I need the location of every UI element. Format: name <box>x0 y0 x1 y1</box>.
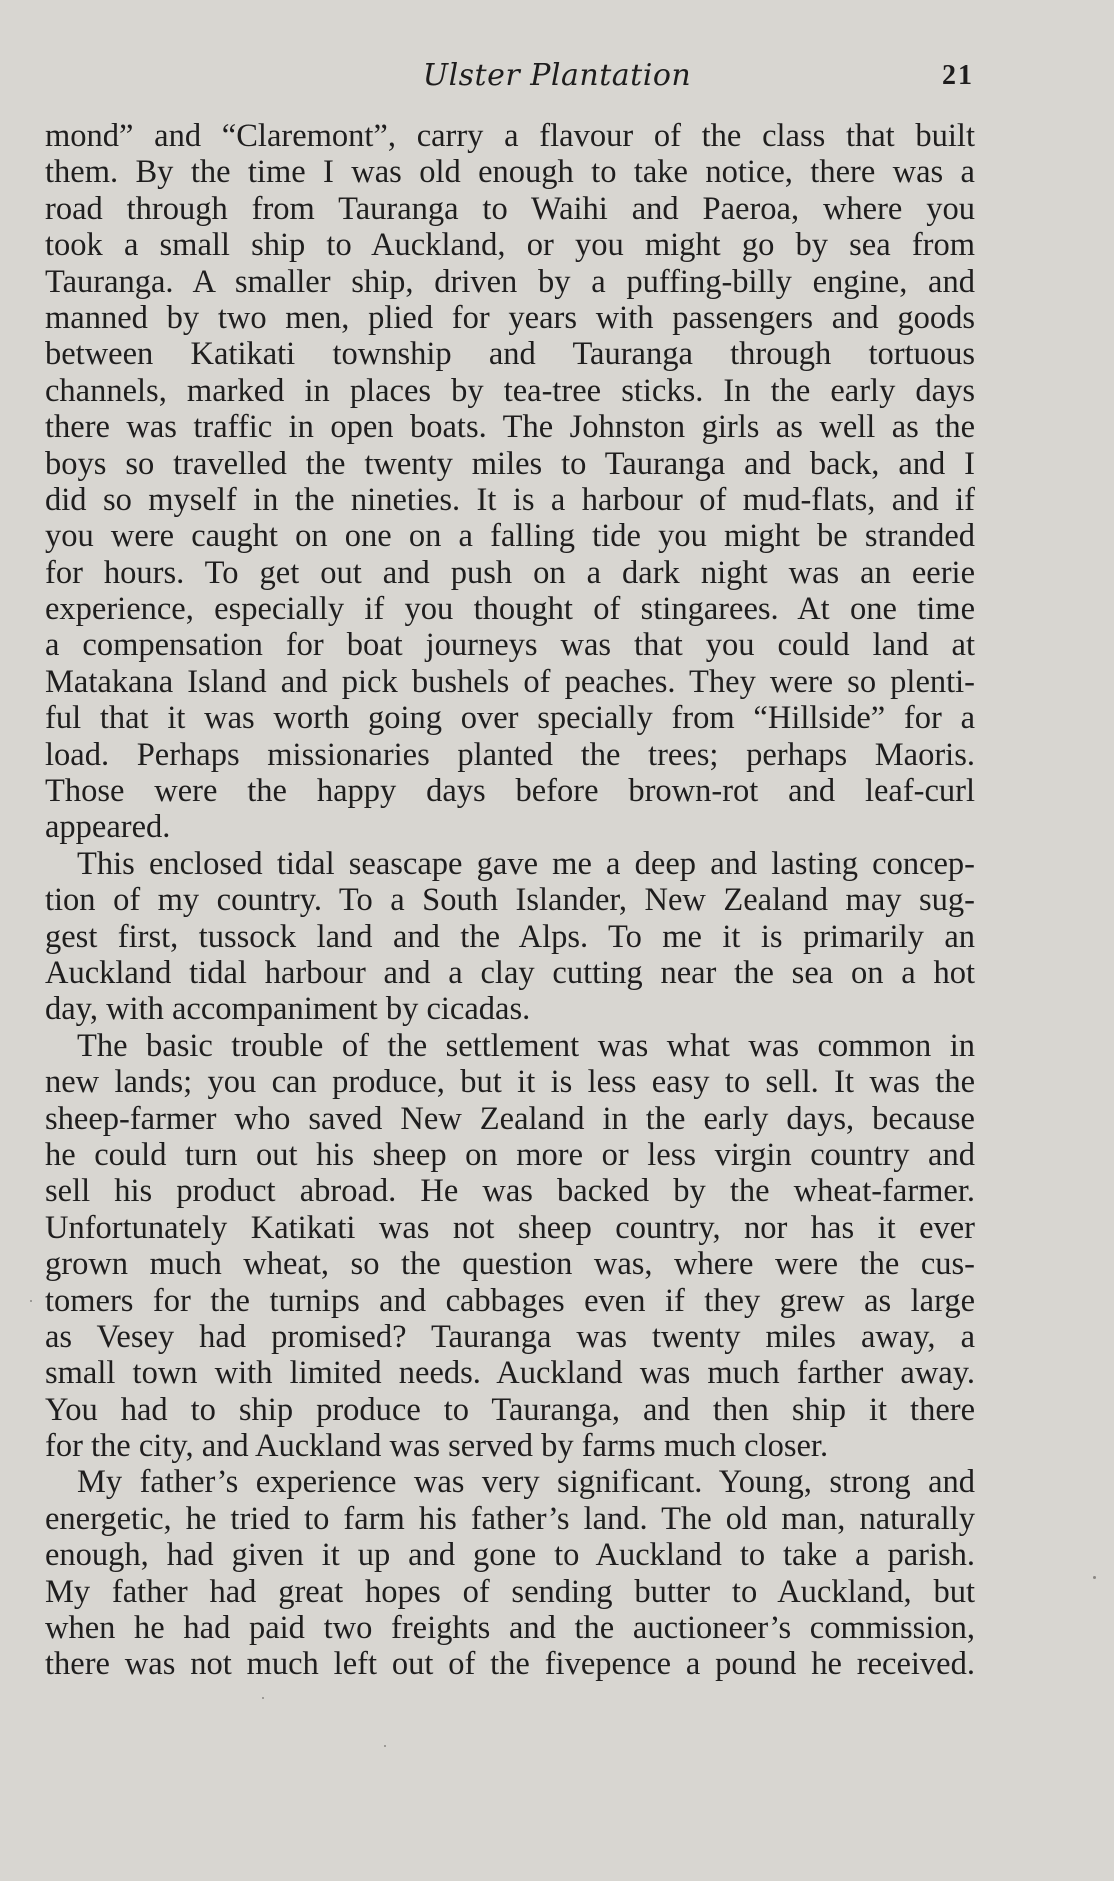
text-line: tion of my country. To a South Islander, New Zealand may sug- <box>45 882 975 919</box>
text-line: new lands; you can produce, but it is less easy to sell. It was the <box>45 1064 975 1101</box>
paper-speck <box>30 1300 32 1302</box>
text-line: a compensation for boat journeys was that you could land at <box>45 627 975 664</box>
text-line: when he had paid two freights and the auctioneer’s commission, <box>45 1610 975 1647</box>
text-line: tomers for the turnips and cabbages even if they grew as large <box>45 1282 975 1319</box>
text-line: This enclosed tidal seascape gave me a deep and lasting concep- <box>77 845 975 882</box>
text-line: Tauranga. A smaller ship, driven by a puffing-billy engine, and <box>45 263 975 300</box>
text-line: you were caught on one on a falling tide you might be stranded <box>45 518 975 555</box>
page-number: 21 <box>942 60 974 91</box>
text-line: load. Perhaps missionaries planted the trees; perhaps Maoris. <box>45 736 975 773</box>
text-line: sheep-farmer who saved New Zealand in the early days, because <box>45 1100 975 1137</box>
text-line: sell his product abroad. He was backed by the wheat-farmer. <box>45 1173 975 1210</box>
text-line: between Katikati township and Tauranga through tortuous <box>45 336 975 373</box>
text-line: channels, marked in places by tea-tree sticks. In the early days <box>45 372 975 409</box>
text-line: experience, especially if you thought of stingarees. At one time <box>45 591 975 628</box>
text-line: manned by two men, plied for years with passengers and goods <box>45 299 975 336</box>
text-line: The basic trouble of the settlement was what was common in <box>77 1027 975 1064</box>
text-line: as Vesey had promised? Tauranga was twenty miles away, a <box>45 1318 975 1355</box>
text-line: Matakana Island and pick bushels of peaches. They were so plenti- <box>45 663 975 700</box>
text-line: road through from Tauranga to Waihi and Paeroa, where you <box>45 190 975 227</box>
text-line: day, with accompaniment by cicadas. <box>45 991 531 1028</box>
text-line: Unfortunately Katikati was not sheep country, nor has it ever <box>45 1209 975 1246</box>
text-line: small town with limited needs. Auckland was much farther away. <box>45 1355 975 1392</box>
text-line: appeared. <box>45 809 171 846</box>
running-head <box>0 58 1114 102</box>
text-line: My father had great hopes of sending butter to Auckland, but <box>45 1573 975 1610</box>
text-line: Those were the happy days before brown-rot and leaf-curl <box>45 773 975 810</box>
text-line: boys so travelled the twenty miles to Tauranga and back, and I <box>45 445 975 482</box>
paper-speck <box>384 1745 386 1747</box>
text-line: Auckland tidal harbour and a clay cutting near the sea on a hot <box>45 954 975 991</box>
text-line: them. By the time I was old enough to take notice, there was a <box>45 154 975 191</box>
text-line: enough, had given it up and gone to Auckland to take a parish. <box>45 1537 975 1574</box>
text-line: did so myself in the nineties. It is a harbour of mud-flats, and if <box>45 481 975 518</box>
text-line: You had to ship produce to Tauranga, and then ship it there <box>45 1391 975 1428</box>
text-line: ful that it was worth going over specially from “Hillside” for a <box>45 700 975 737</box>
paper-speck <box>1093 1576 1096 1579</box>
body-text <box>45 118 975 1683</box>
text-line: for hours. To get out and push on a dark night was an eerie <box>45 554 975 591</box>
text-line: My father’s experience was very significant. Young, strong and <box>77 1464 975 1501</box>
text-line: grown much wheat, so the question was, where were the cus- <box>45 1246 975 1283</box>
text-line: he could turn out his sheep on more or less virgin country and <box>45 1136 975 1173</box>
text-line: mond” and “Claremont”, carry a flavour of the class that built <box>45 118 975 154</box>
running-title: Ulster Plantation <box>422 58 692 93</box>
paper-speck <box>262 1697 264 1699</box>
text-line: for the city, and Auckland was served by farms much closer. <box>45 1428 829 1465</box>
text-line: there was traffic in open boats. The Johnston girls as well as the <box>45 409 975 446</box>
text-line: energetic, he tried to farm his father’s land. The old man, naturally <box>45 1500 975 1537</box>
text-line: took a small ship to Auckland, or you might go by sea from <box>45 227 975 264</box>
text-line: gest first, tussock land and the Alps. To me it is primarily an <box>45 918 975 955</box>
text-line: there was not much left out of the fivepence a pound he received. <box>45 1646 975 1683</box>
